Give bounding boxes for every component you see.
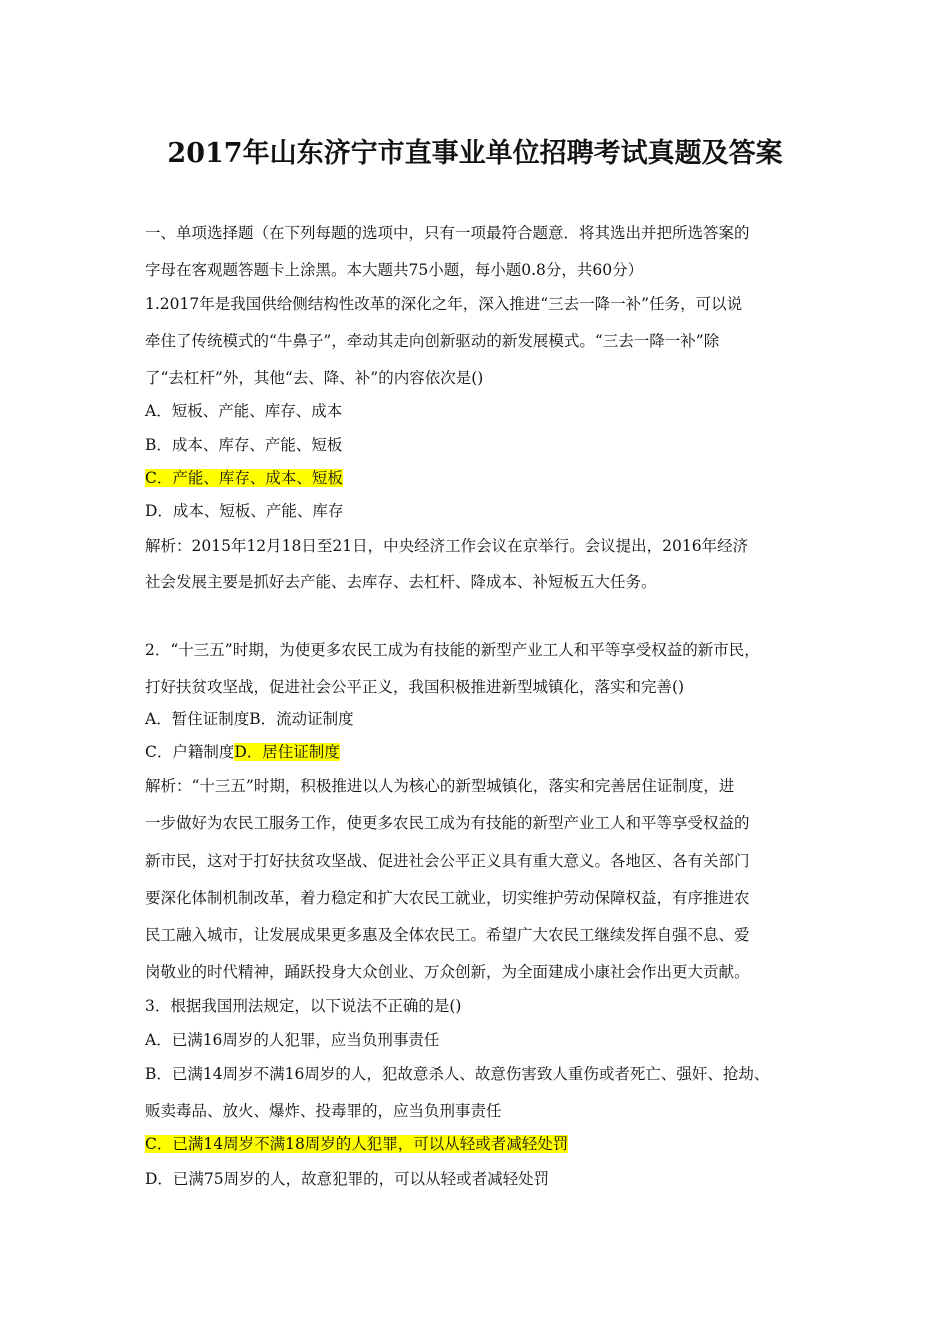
q2-stem-line-1: 2．“十三五”时期，为使更多农民工成为有技能的新型产业工人和平等享受权益的新市民， (145, 641, 760, 659)
q2-options-cd (145, 741, 340, 763)
q2-explanation-line-3: 新市民，这对于打好扶贫攻坚战、促进社会公平正义具有重大意义。各地区、各有关部门 (145, 852, 750, 870)
q3-option-b-line-1: B．已满14周岁不满16周岁的人，犯故意杀人、故意伤害致人重伤或者死亡、强奸、抢劫、 (145, 1065, 770, 1083)
answer-highlight: C．已满14周岁不满18周岁的人犯罪，可以从轻或者减轻处罚 (145, 1135, 569, 1153)
q3-option-a: A．已满16周岁的人犯罪，应当负刑事责任 (145, 1031, 440, 1049)
q1-option-d: D．成本、短板、产能、库存 (145, 502, 344, 520)
q1-option-c-correct (145, 467, 343, 489)
q1-option-a: A．短板、产能、库存、成本 (145, 402, 343, 420)
q3-stem: 3．根据我国刑法规定，以下说法不正确的是() (145, 997, 462, 1015)
section-intro-line-1: 一、单项选择题（在下列每题的选项中，只有一项最符合题意．将其选出并把所选答案的 (145, 224, 750, 242)
q2-option-c: C．户籍制度 (145, 743, 235, 761)
q2-explanation-line-6: 岗敬业的时代精神，踊跃投身大众创业、万众创新，为全面建成小康社会作出更大贡献。 (145, 963, 750, 981)
q1-stem-line-3: 了“去杠杆”外，其他“去、降、补”的内容依次是() (145, 369, 484, 387)
q2-explanation-line-4: 要深化体制机制改革，着力稳定和扩大农民工就业，切实维护劳动保障权益，有序推进农 (145, 889, 750, 907)
q2-options-ab: A．暂住证制度B．流动证制度 (145, 710, 354, 728)
section-intro-line-2: 字母在客观题答题卡上涂黑。本大题共75小题，每小题0.8分，共60分） (145, 261, 644, 279)
q3-option-b-line-2: 贩卖毒品、放火、爆炸、投毒罪的，应当负刑事责任 (145, 1102, 502, 1120)
q1-stem-line-1: 1.2017年是我国供给侧结构性改革的深化之年，深入推进“三去一降一补”任务，可以说 (145, 295, 743, 313)
q3-option-d: D．已满75周岁的人，故意犯罪的，可以从轻或者减轻处罚 (145, 1170, 550, 1188)
q2-stem-line-2: 打好扶贫攻坚战，促进社会公平正义，我国积极推进新型城镇化，落实和完善() (145, 678, 685, 696)
document-title: 2017年山东济宁市直事业单位招聘考试真题及答案 (167, 138, 783, 169)
q3-option-c-correct (145, 1133, 568, 1155)
q2-explanation-line-2: 一步做好为农民工服务工作，使更多农民工成为有技能的新型产业工人和平等享受权益的 (145, 814, 750, 832)
answer-highlight: C．产能、库存、成本、短板 (145, 469, 343, 487)
q2-explanation-line-1: 解析：“十三五”时期，积极推进以人为核心的新型城镇化，落实和完善居住证制度，进 (145, 777, 735, 795)
q2-explanation-line-5: 民工融入城市，让发展成果更多惠及全体农民工。希望广大农民工继续发挥自强不息、爱 (145, 926, 750, 944)
q1-option-b: B．成本、库存、产能、短板 (145, 436, 343, 454)
q1-explanation-line-2: 社会发展主要是抓好去产能、去库存、去杠杆、降成本、补短板五大任务。 (145, 573, 657, 591)
q1-explanation-line-1: 解析：2015年12月18日至21日，中央经济工作会议在京举行。会议提出，2016年经济 (145, 537, 749, 555)
answer-highlight: D．居住证制度 (234, 743, 340, 761)
q1-stem-line-2: 牵住了传统模式的“牛鼻子”，牵动其走向创新驱动的新发展模式。“三去一降一补”除 (145, 332, 720, 350)
